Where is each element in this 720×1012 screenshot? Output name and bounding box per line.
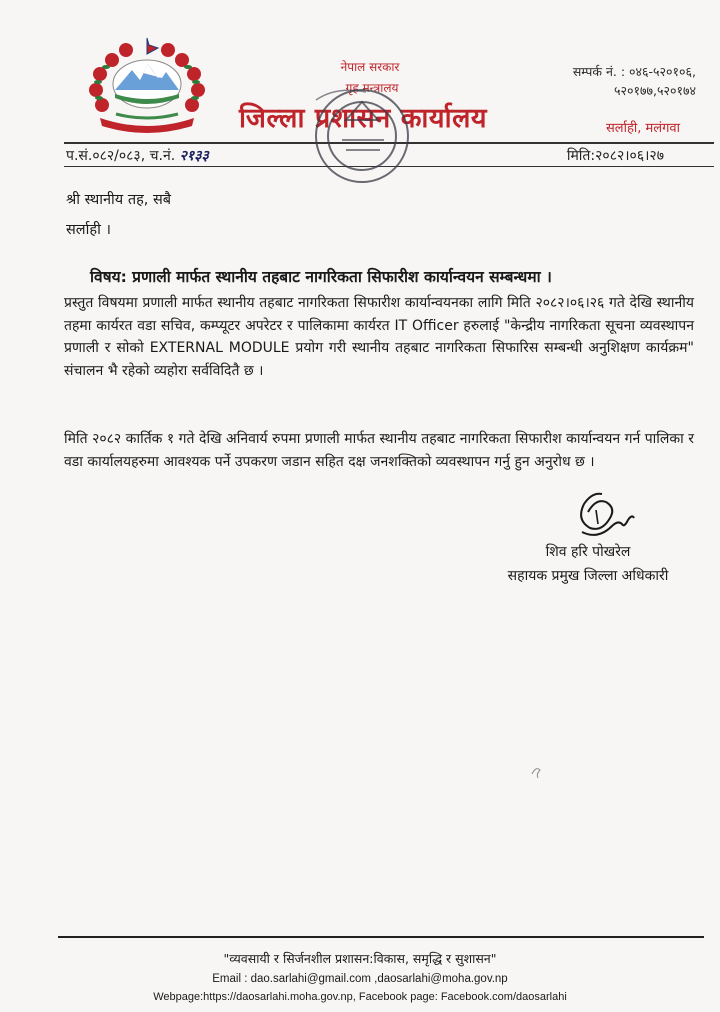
handwritten-signature-icon	[562, 488, 638, 546]
office-location: सर्लाही, मलंगवा	[605, 121, 680, 136]
letter-date: मिति:२०८२।०६।२७	[566, 148, 664, 164]
footer-divider	[58, 936, 704, 938]
footer-webpage: Webpage:https://daosarlahi.moha.gov.np, Facebook page: Facebook.com/daosarlahi	[153, 991, 567, 1003]
signatory-designation: सहायक प्रमुख जिल्ला अधिकारी	[507, 568, 669, 584]
reference-label: प.सं.०८२/०८३, च.नं.	[66, 148, 176, 164]
letter-subject: विषय: प्रणाली मार्फत स्थानीय तहबाट नागरिकता सिफारीश कार्यान्वयन सम्बन्धमा ।	[90, 268, 552, 286]
contact-number-line1: सम्पर्क नं. : ०४६-५२०१०६,	[572, 64, 696, 79]
government-name: नेपाल सरकार	[340, 60, 400, 74]
nepal-emblem-icon	[86, 34, 208, 138]
contact-number-line2: ५२०१७७,५२०१७४	[614, 83, 696, 98]
office-stamp-icon	[296, 80, 424, 192]
footer-email: Email : dao.sarlahi@gmail.com ,daosarlahi@moha.gov.np	[212, 973, 508, 985]
reference-number	[66, 146, 209, 165]
body-paragraph-1: प्रस्तुत विषयमा प्रणाली मार्फत स्थानीय तहबाट नागरिकता सिफारीश कार्यान्वयनका लागि मिति २०८२।०६।२६ गते देखि स्थानीय तहमा कार्यरत वडा सचिव, कम्प्यूटर अपरेटर र पालिकामा कार्यरत IT Officer हरुलाई "केन्द्रीय नागरिकता सूचना व्यवस्थापन प्रणाली र सोको EXTERNAL MODULE प्रयोग गरी स्थानीय तहबाट नागरिकता सिफारिस सम्बन्धी अनुशिक्षण कार्यक्रम" संचालन भै रहेको व्यहोरा सर्वविदितै छ ।	[64, 295, 694, 379]
ministry-name: गृह मन्त्रालय	[345, 81, 399, 95]
signatory-name: शिव हरि पोखरेल	[545, 544, 631, 560]
recipient-line1: श्री स्थानीय तह, सबै	[66, 192, 172, 208]
recipient-line2: सर्लाही ।	[66, 222, 111, 238]
office-title: जिल्ला प्रशासन कार्यालय	[238, 103, 488, 134]
footer-slogan: "व्यवसायी र सिर्जनशील प्रशासन:विकास, समृद्धि र सुशासन"	[223, 951, 497, 966]
stray-pen-mark-icon	[526, 760, 548, 782]
dispatch-number-handwritten: २१३३	[179, 148, 209, 164]
body-paragraph-2: मिति २०८२ कार्तिक १ गते देखि अनिवार्य रुपमा प्रणाली मार्फत स्थानीय तहबाट नागरिकता सिफारीश कार्यान्वयन गर्न पालिका र वडा कार्यालयहरुमा आवश्यक पर्ने उपकरण जडान सहित दक्ष जनशक्तिको व्यवस्थापन गर्नु हुन अनुरोध छ ।	[64, 431, 694, 470]
